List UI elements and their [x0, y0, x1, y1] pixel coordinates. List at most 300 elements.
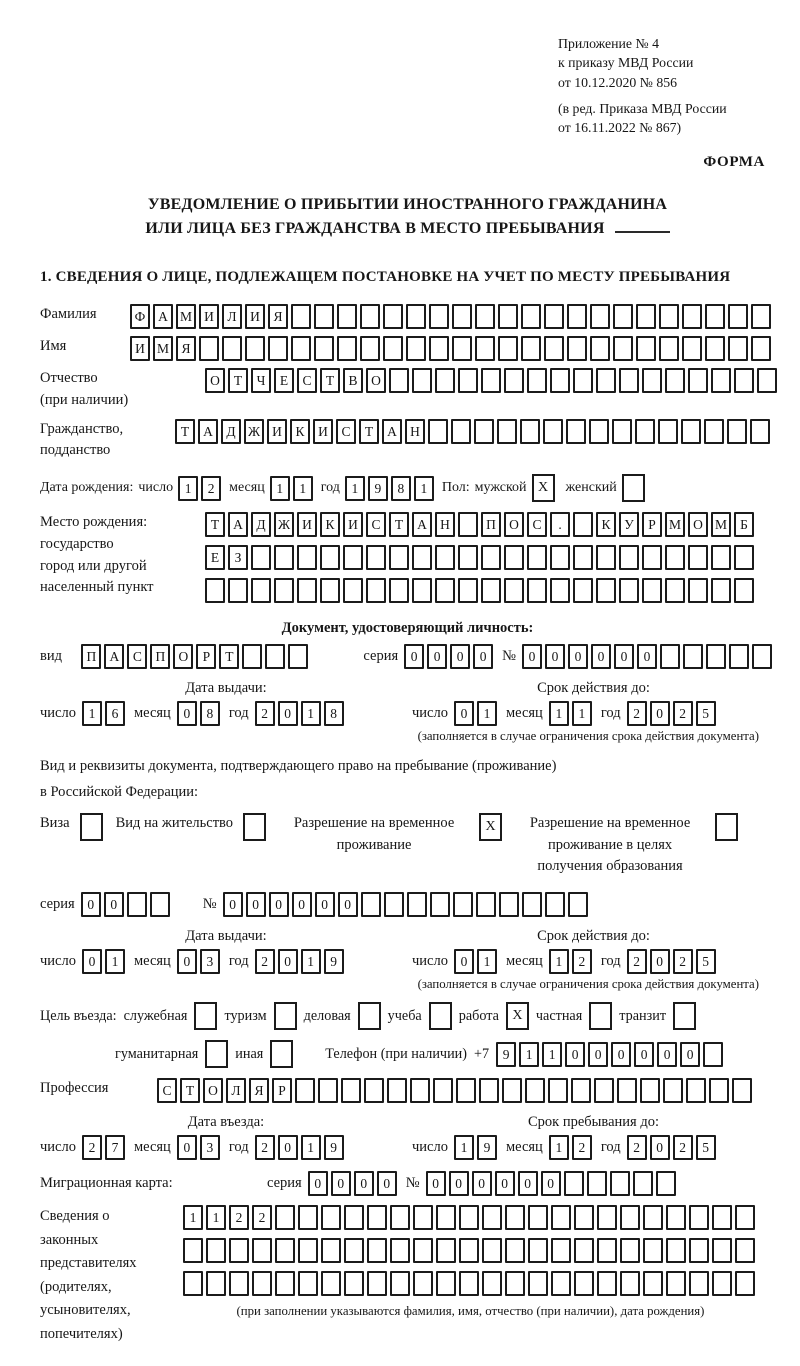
char-cell[interactable] [474, 419, 494, 444]
phone-boxes[interactable] [496, 1042, 726, 1067]
char-cell[interactable]: С [366, 512, 386, 537]
char-cell[interactable] [567, 336, 587, 361]
representatives-boxes-row3[interactable] [183, 1271, 758, 1296]
char-cell[interactable] [390, 1205, 410, 1230]
char-cell[interactable]: 0 [377, 1171, 397, 1196]
char-cell[interactable]: Т [175, 419, 195, 444]
char-cell[interactable] [643, 1238, 663, 1263]
char-cell[interactable] [314, 304, 334, 329]
char-cell[interactable]: 9 [496, 1042, 516, 1067]
char-cell[interactable] [314, 336, 334, 361]
char-cell[interactable]: Т [219, 644, 239, 669]
char-cell[interactable] [689, 1271, 709, 1296]
char-cell[interactable]: Я [268, 304, 288, 329]
char-cell[interactable]: 2 [627, 949, 647, 974]
visa-checkbox[interactable] [80, 813, 103, 841]
char-cell[interactable] [620, 1238, 640, 1263]
char-cell[interactable] [361, 892, 381, 917]
char-cell[interactable]: 1 [82, 701, 102, 726]
char-cell[interactable] [406, 336, 426, 361]
char-cell[interactable] [596, 368, 616, 393]
char-cell[interactable]: О [173, 644, 193, 669]
char-cell[interactable]: 2 [572, 1135, 592, 1160]
char-cell[interactable]: Р [196, 644, 216, 669]
char-cell[interactable]: 0 [427, 644, 447, 669]
char-cell[interactable] [705, 304, 725, 329]
char-cell[interactable]: 0 [588, 1042, 608, 1067]
char-cell[interactable]: 1 [345, 476, 365, 501]
permit-series-boxes[interactable] [81, 892, 173, 917]
char-cell[interactable]: 0 [338, 892, 358, 917]
char-cell[interactable]: Л [226, 1078, 246, 1103]
char-cell[interactable] [571, 1078, 591, 1103]
char-cell[interactable]: 0 [177, 1135, 197, 1160]
char-cell[interactable] [597, 1271, 617, 1296]
permit-issue-day-boxes[interactable] [82, 949, 128, 974]
char-cell[interactable] [482, 1271, 502, 1296]
char-cell[interactable] [665, 545, 685, 570]
char-cell[interactable] [389, 545, 409, 570]
char-cell[interactable] [729, 644, 749, 669]
doc-issue-year-boxes[interactable] [255, 701, 347, 726]
char-cell[interactable]: Д [251, 512, 271, 537]
char-cell[interactable]: Т [205, 512, 225, 537]
char-cell[interactable] [199, 336, 219, 361]
char-cell[interactable] [452, 336, 472, 361]
char-cell[interactable] [528, 1271, 548, 1296]
char-cell[interactable]: 0 [518, 1171, 538, 1196]
doc-number-boxes[interactable] [522, 644, 775, 669]
char-cell[interactable]: 0 [591, 644, 611, 669]
birth-year-boxes[interactable] [345, 476, 437, 501]
temp-residence-education-checkbox[interactable] [715, 813, 738, 841]
char-cell[interactable] [245, 336, 265, 361]
char-cell[interactable] [242, 644, 262, 669]
char-cell[interactable] [295, 1078, 315, 1103]
char-cell[interactable]: К [290, 419, 310, 444]
char-cell[interactable]: 5 [696, 1135, 716, 1160]
char-cell[interactable] [288, 644, 308, 669]
char-cell[interactable] [613, 336, 633, 361]
char-cell[interactable]: Т [228, 368, 248, 393]
char-cell[interactable]: 0 [269, 892, 289, 917]
char-cell[interactable] [643, 1205, 663, 1230]
doc-expiry-year-boxes[interactable] [627, 701, 719, 726]
doc-expiry-day-boxes[interactable] [454, 701, 500, 726]
char-cell[interactable]: 1 [542, 1042, 562, 1067]
char-cell[interactable]: 2 [229, 1205, 249, 1230]
char-cell[interactable] [620, 1271, 640, 1296]
char-cell[interactable]: Ф [130, 304, 150, 329]
char-cell[interactable] [412, 368, 432, 393]
char-cell[interactable] [666, 1205, 686, 1230]
char-cell[interactable] [566, 419, 586, 444]
surname-boxes[interactable] [130, 304, 774, 329]
char-cell[interactable]: 3 [200, 1135, 220, 1160]
char-cell[interactable] [711, 545, 731, 570]
purpose-transit-checkbox[interactable] [673, 1002, 696, 1030]
char-cell[interactable]: М [711, 512, 731, 537]
char-cell[interactable]: 0 [657, 1042, 677, 1067]
char-cell[interactable] [735, 1271, 755, 1296]
char-cell[interactable] [658, 419, 678, 444]
char-cell[interactable] [551, 1238, 571, 1263]
char-cell[interactable] [413, 1205, 433, 1230]
char-cell[interactable] [619, 578, 639, 603]
char-cell[interactable] [574, 1205, 594, 1230]
char-cell[interactable] [689, 1205, 709, 1230]
char-cell[interactable] [596, 545, 616, 570]
char-cell[interactable] [343, 545, 363, 570]
char-cell[interactable]: 0 [177, 949, 197, 974]
char-cell[interactable] [367, 1271, 387, 1296]
char-cell[interactable] [337, 336, 357, 361]
char-cell[interactable] [344, 1238, 364, 1263]
char-cell[interactable] [688, 368, 708, 393]
char-cell[interactable] [459, 1271, 479, 1296]
char-cell[interactable]: 6 [105, 701, 125, 726]
char-cell[interactable] [636, 336, 656, 361]
char-cell[interactable] [482, 1238, 502, 1263]
char-cell[interactable]: Л [222, 304, 242, 329]
char-cell[interactable] [550, 545, 570, 570]
char-cell[interactable] [366, 545, 386, 570]
char-cell[interactable] [481, 578, 501, 603]
char-cell[interactable] [659, 304, 679, 329]
char-cell[interactable] [343, 578, 363, 603]
char-cell[interactable] [428, 419, 448, 444]
char-cell[interactable] [475, 304, 495, 329]
char-cell[interactable]: 2 [255, 1135, 275, 1160]
char-cell[interactable]: 1 [301, 1135, 321, 1160]
char-cell[interactable]: Д [221, 419, 241, 444]
char-cell[interactable] [252, 1238, 272, 1263]
char-cell[interactable] [528, 1238, 548, 1263]
char-cell[interactable] [298, 1238, 318, 1263]
char-cell[interactable]: 0 [315, 892, 335, 917]
char-cell[interactable] [597, 1238, 617, 1263]
char-cell[interactable] [735, 1205, 755, 1230]
char-cell[interactable] [435, 578, 455, 603]
purpose-official-checkbox[interactable] [194, 1002, 217, 1030]
char-cell[interactable]: 0 [278, 701, 298, 726]
char-cell[interactable] [613, 304, 633, 329]
char-cell[interactable]: 0 [177, 701, 197, 726]
char-cell[interactable] [433, 1078, 453, 1103]
char-cell[interactable] [590, 304, 610, 329]
char-cell[interactable] [498, 336, 518, 361]
migration-series-boxes[interactable] [308, 1171, 400, 1196]
char-cell[interactable] [689, 1238, 709, 1263]
char-cell[interactable]: 0 [223, 892, 243, 917]
char-cell[interactable]: 1 [178, 476, 198, 501]
char-cell[interactable]: 2 [627, 701, 647, 726]
char-cell[interactable] [366, 578, 386, 603]
char-cell[interactable] [383, 336, 403, 361]
char-cell[interactable]: Т [180, 1078, 200, 1103]
char-cell[interactable] [499, 892, 519, 917]
char-cell[interactable] [612, 419, 632, 444]
char-cell[interactable]: М [665, 512, 685, 537]
char-cell[interactable] [275, 1238, 295, 1263]
char-cell[interactable] [643, 1271, 663, 1296]
char-cell[interactable] [451, 419, 471, 444]
char-cell[interactable]: 0 [449, 1171, 469, 1196]
char-cell[interactable]: А [228, 512, 248, 537]
char-cell[interactable] [635, 419, 655, 444]
char-cell[interactable] [727, 419, 747, 444]
char-cell[interactable] [548, 1078, 568, 1103]
char-cell[interactable]: С [157, 1078, 177, 1103]
char-cell[interactable] [413, 1271, 433, 1296]
char-cell[interactable] [360, 336, 380, 361]
char-cell[interactable] [590, 336, 610, 361]
char-cell[interactable] [527, 578, 547, 603]
char-cell[interactable] [620, 1205, 640, 1230]
char-cell[interactable]: 1 [270, 476, 290, 501]
char-cell[interactable] [367, 1205, 387, 1230]
char-cell[interactable] [666, 1238, 686, 1263]
char-cell[interactable] [407, 892, 427, 917]
birth-place-boxes-row2[interactable] [205, 545, 757, 570]
char-cell[interactable] [712, 1205, 732, 1230]
char-cell[interactable]: 1 [454, 1135, 474, 1160]
doc-expiry-month-boxes[interactable] [549, 701, 595, 726]
char-cell[interactable] [589, 419, 609, 444]
char-cell[interactable] [709, 1078, 729, 1103]
char-cell[interactable]: Е [274, 368, 294, 393]
char-cell[interactable]: 1 [477, 949, 497, 974]
char-cell[interactable]: 9 [324, 949, 344, 974]
char-cell[interactable] [275, 1271, 295, 1296]
residence-permit-checkbox[interactable] [243, 813, 266, 841]
given-name-boxes[interactable] [130, 336, 774, 361]
char-cell[interactable]: 0 [650, 1135, 670, 1160]
char-cell[interactable]: 0 [650, 701, 670, 726]
char-cell[interactable] [711, 368, 731, 393]
permit-expiry-day-boxes[interactable] [454, 949, 500, 974]
char-cell[interactable]: И [199, 304, 219, 329]
char-cell[interactable]: 1 [519, 1042, 539, 1067]
char-cell[interactable] [389, 368, 409, 393]
char-cell[interactable]: 8 [200, 701, 220, 726]
char-cell[interactable] [412, 545, 432, 570]
char-cell[interactable] [291, 336, 311, 361]
char-cell[interactable] [659, 336, 679, 361]
char-cell[interactable] [265, 644, 285, 669]
char-cell[interactable]: 1 [206, 1205, 226, 1230]
char-cell[interactable] [456, 1078, 476, 1103]
char-cell[interactable]: 0 [354, 1171, 374, 1196]
sex-female-checkbox[interactable] [622, 474, 645, 502]
char-cell[interactable]: 1 [414, 476, 434, 501]
char-cell[interactable] [150, 892, 170, 917]
char-cell[interactable]: 1 [183, 1205, 203, 1230]
char-cell[interactable]: Я [176, 336, 196, 361]
char-cell[interactable] [636, 304, 656, 329]
char-cell[interactable]: 9 [368, 476, 388, 501]
char-cell[interactable]: 2 [201, 476, 221, 501]
stay-day-boxes[interactable] [454, 1135, 500, 1160]
char-cell[interactable] [528, 1205, 548, 1230]
char-cell[interactable] [573, 512, 593, 537]
char-cell[interactable] [573, 368, 593, 393]
char-cell[interactable] [681, 419, 701, 444]
char-cell[interactable] [704, 419, 724, 444]
char-cell[interactable] [341, 1078, 361, 1103]
char-cell[interactable] [205, 578, 225, 603]
representatives-boxes-row2[interactable] [183, 1238, 758, 1263]
char-cell[interactable] [297, 578, 317, 603]
entry-day-boxes[interactable] [82, 1135, 128, 1160]
birth-month-boxes[interactable] [270, 476, 316, 501]
char-cell[interactable]: 1 [477, 701, 497, 726]
char-cell[interactable] [521, 336, 541, 361]
char-cell[interactable]: 0 [650, 949, 670, 974]
char-cell[interactable] [337, 304, 357, 329]
char-cell[interactable] [522, 892, 542, 917]
char-cell[interactable] [390, 1271, 410, 1296]
char-cell[interactable] [706, 644, 726, 669]
entry-year-boxes[interactable] [255, 1135, 347, 1160]
char-cell[interactable] [574, 1271, 594, 1296]
char-cell[interactable]: 0 [450, 644, 470, 669]
char-cell[interactable]: 0 [308, 1171, 328, 1196]
char-cell[interactable]: 1 [301, 949, 321, 974]
char-cell[interactable] [367, 1238, 387, 1263]
char-cell[interactable] [406, 304, 426, 329]
char-cell[interactable] [596, 578, 616, 603]
char-cell[interactable]: С [527, 512, 547, 537]
char-cell[interactable] [711, 578, 731, 603]
char-cell[interactable] [527, 368, 547, 393]
migration-number-boxes[interactable] [426, 1171, 679, 1196]
char-cell[interactable] [206, 1238, 226, 1263]
char-cell[interactable] [458, 368, 478, 393]
char-cell[interactable]: 9 [324, 1135, 344, 1160]
char-cell[interactable] [504, 368, 524, 393]
char-cell[interactable] [389, 578, 409, 603]
char-cell[interactable] [364, 1078, 384, 1103]
char-cell[interactable]: 0 [454, 949, 474, 974]
char-cell[interactable]: 0 [292, 892, 312, 917]
char-cell[interactable]: А [412, 512, 432, 537]
char-cell[interactable]: И [267, 419, 287, 444]
char-cell[interactable]: 0 [637, 644, 657, 669]
char-cell[interactable] [568, 892, 588, 917]
char-cell[interactable] [682, 336, 702, 361]
char-cell[interactable] [597, 1205, 617, 1230]
permit-issue-year-boxes[interactable] [255, 949, 347, 974]
char-cell[interactable]: И [343, 512, 363, 537]
char-cell[interactable] [321, 1205, 341, 1230]
char-cell[interactable] [734, 545, 754, 570]
char-cell[interactable] [504, 578, 524, 603]
doc-issue-day-boxes[interactable] [82, 701, 128, 726]
char-cell[interactable]: 2 [252, 1205, 272, 1230]
char-cell[interactable]: С [297, 368, 317, 393]
char-cell[interactable] [228, 578, 248, 603]
birth-place-boxes-row3[interactable] [205, 578, 757, 603]
char-cell[interactable]: У [619, 512, 639, 537]
purpose-humanitarian-checkbox[interactable] [205, 1040, 228, 1068]
char-cell[interactable] [275, 1205, 295, 1230]
char-cell[interactable]: С [336, 419, 356, 444]
citizenship-boxes[interactable] [175, 419, 773, 444]
char-cell[interactable]: 1 [572, 701, 592, 726]
char-cell[interactable] [665, 368, 685, 393]
char-cell[interactable]: М [176, 304, 196, 329]
char-cell[interactable] [640, 1078, 660, 1103]
char-cell[interactable] [686, 1078, 706, 1103]
char-cell[interactable]: 0 [81, 892, 101, 917]
char-cell[interactable]: 0 [426, 1171, 446, 1196]
patronymic-boxes[interactable] [205, 368, 780, 393]
char-cell[interactable] [458, 545, 478, 570]
char-cell[interactable]: 0 [104, 892, 124, 917]
char-cell[interactable] [436, 1238, 456, 1263]
char-cell[interactable] [481, 545, 501, 570]
char-cell[interactable]: 0 [545, 644, 565, 669]
char-cell[interactable]: 0 [246, 892, 266, 917]
char-cell[interactable] [412, 578, 432, 603]
char-cell[interactable] [498, 304, 518, 329]
char-cell[interactable] [274, 578, 294, 603]
char-cell[interactable] [481, 368, 501, 393]
char-cell[interactable] [642, 368, 662, 393]
char-cell[interactable]: 0 [634, 1042, 654, 1067]
char-cell[interactable]: 0 [565, 1042, 585, 1067]
char-cell[interactable]: 0 [611, 1042, 631, 1067]
representatives-boxes-row1[interactable] [183, 1205, 758, 1230]
char-cell[interactable]: О [504, 512, 524, 537]
char-cell[interactable]: 2 [673, 701, 693, 726]
char-cell[interactable] [413, 1238, 433, 1263]
char-cell[interactable]: 2 [572, 949, 592, 974]
char-cell[interactable] [619, 545, 639, 570]
char-cell[interactable] [274, 545, 294, 570]
char-cell[interactable] [688, 578, 708, 603]
char-cell[interactable]: 0 [614, 644, 634, 669]
char-cell[interactable] [458, 578, 478, 603]
char-cell[interactable] [734, 368, 754, 393]
char-cell[interactable]: В [343, 368, 363, 393]
char-cell[interactable]: 0 [495, 1171, 515, 1196]
char-cell[interactable]: Т [359, 419, 379, 444]
char-cell[interactable]: Я [249, 1078, 269, 1103]
char-cell[interactable] [497, 419, 517, 444]
char-cell[interactable] [734, 578, 754, 603]
char-cell[interactable]: 0 [541, 1171, 561, 1196]
char-cell[interactable] [732, 1078, 752, 1103]
char-cell[interactable] [712, 1238, 732, 1263]
char-cell[interactable]: А [153, 304, 173, 329]
char-cell[interactable]: 0 [522, 644, 542, 669]
char-cell[interactable]: 0 [454, 701, 474, 726]
permit-issue-month-boxes[interactable] [177, 949, 223, 974]
profession-boxes[interactable] [157, 1078, 755, 1103]
char-cell[interactable] [298, 1205, 318, 1230]
char-cell[interactable] [728, 304, 748, 329]
char-cell[interactable] [475, 336, 495, 361]
char-cell[interactable] [482, 1205, 502, 1230]
char-cell[interactable]: 2 [255, 701, 275, 726]
char-cell[interactable] [222, 336, 242, 361]
char-cell[interactable] [666, 1271, 686, 1296]
char-cell[interactable]: Р [272, 1078, 292, 1103]
doc-series-boxes[interactable] [404, 644, 496, 669]
char-cell[interactable] [459, 1238, 479, 1263]
